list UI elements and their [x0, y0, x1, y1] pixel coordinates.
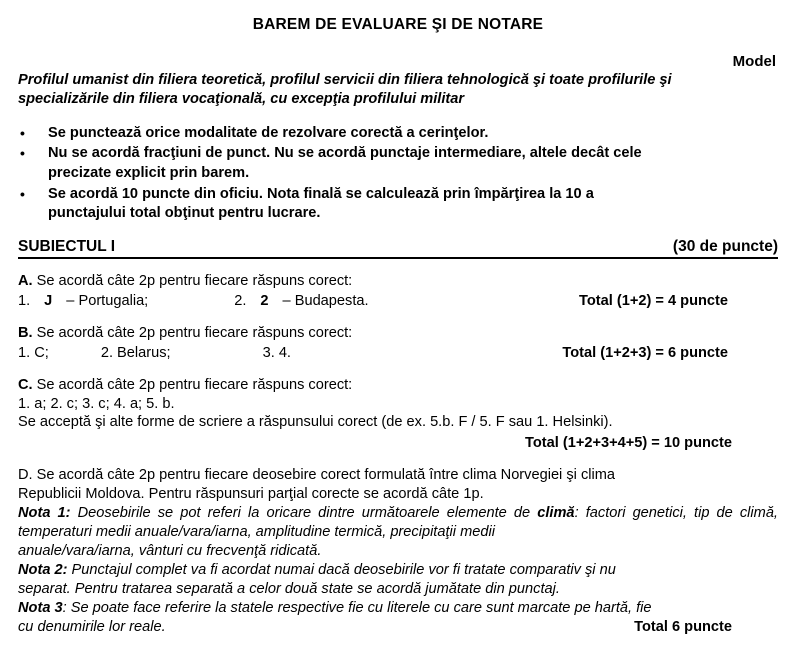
note-1-keyword: climă: [537, 505, 575, 522]
note-2-label: Nota 2:: [18, 562, 68, 579]
item-a-letter: A.: [18, 272, 33, 289]
item-a-answer1-key: J: [44, 292, 53, 309]
item-b-letter: B.: [18, 324, 33, 341]
rule-line-1: Se acordă 10 puncte din oficiu. Nota finală se calculează prin împărţirea la 10 a: [48, 185, 594, 202]
item-c-accept-note: Se acceptă şi alte forme de scriere a răspunsului corect (de ex. 5.b. F / 5. F sau 1. Helsinki).: [18, 414, 613, 431]
rule-line-2: precizate explicit prin barem.: [48, 165, 250, 182]
bullet-icon: •: [20, 185, 25, 202]
item-a-answers: [18, 292, 778, 311]
item-c-total: Total (1+2+3+4+5) = 10 puncte: [525, 435, 732, 452]
list-item: [18, 144, 778, 183]
note-1-part-1: Deosebirile se pot referi la oricare dintre următoarele elemente de: [77, 505, 538, 522]
item-d-note-2: [18, 561, 778, 599]
section-header: [18, 238, 778, 259]
subtitle-line-2: specializările din filiera vocaţională, cu excepţia profilului militar: [18, 90, 465, 107]
item-d-lead-line-2: Republicii Moldova. Pentru răspunsuri parţial corecte se acordă câte 1p.: [18, 486, 484, 503]
model-label: Model: [732, 53, 776, 70]
item-b: [18, 324, 778, 363]
item-d-lead-line-1: Se acordă câte 2p pentru fiecare deosebire corect formulată între clima Norvegiei şi clima: [36, 467, 616, 484]
section-title: SUBIECTUL I: [18, 237, 116, 255]
note-3-label: Nota 3: [18, 600, 63, 617]
subtitle-line-1: Profilul umanist din filiera teoretică, profilul servicii din filiera tehnologică şi toate profilurile şi: [18, 72, 672, 88]
document-title: BAREM DE EVALUARE ŞI DE NOTARE: [252, 16, 544, 33]
item-a-answer2-number: 2.: [234, 292, 247, 309]
section-points: (30 de puncte): [672, 237, 778, 255]
item-b-answer-group: [18, 344, 291, 363]
item-b-answer1: 1. C;: [18, 344, 49, 361]
item-c-lead: [18, 376, 778, 395]
rule-line-2: punctajului total obţinut pentru lucrare.: [48, 205, 321, 222]
grading-rules-list: [18, 124, 778, 224]
item-a-answer1-text: – Portugalia;: [66, 292, 149, 309]
rule-line-1: Se punctează orice modalitate de rezolvare corectă a cerinţelor.: [48, 124, 489, 141]
note-1-label: Nota 1:: [18, 505, 71, 522]
note-1-part-3: anuale/vara/iarna, vânturi cu frecvenţă ridicată.: [18, 543, 322, 560]
item-b-lead: [18, 324, 778, 343]
item-d-note-3: [18, 599, 778, 637]
item-a-total: Total (1+2) = 4 puncte: [579, 292, 728, 309]
item-d: [18, 466, 778, 637]
item-a-lead: [18, 272, 778, 291]
item-a: [18, 272, 778, 311]
item-d-note-1: [18, 504, 778, 561]
item-d-letter: D.: [18, 467, 33, 484]
item-b-answer2: 2. Belarus;: [100, 344, 171, 361]
bullet-icon: •: [20, 145, 25, 162]
item-a-answer2-key: 2: [260, 292, 269, 309]
item-c-lead-text: Se acordă câte 2p pentru fiecare răspuns corect:: [36, 376, 353, 393]
item-b-total: Total (1+2+3) = 6 puncte: [562, 344, 728, 361]
item-b-lead-text: Se acordă câte 2p pentru fiecare răspuns corect:: [36, 324, 353, 341]
note-3-text: : Se poate face referire la statele respective fie cu literele cu care sunt marcate pe hartă, fie: [62, 600, 652, 617]
list-item: [18, 124, 778, 144]
note-3-text-2: cu denumirile lor reale.: [18, 619, 166, 636]
item-a-answer-group: [18, 292, 369, 311]
item-c-letter: C.: [18, 376, 33, 393]
rule-line-1: Nu se acordă fracţiuni de punct. Nu se acordă punctaje intermediare, altele decât cele: [48, 145, 642, 162]
item-d-total: Total 6 puncte: [634, 619, 732, 636]
profile-subtitle: [18, 71, 778, 109]
note-1-part-2: : factori genetici, tip de climă, temperaturi medii anuale/vara/iarna, amplitudine termică, precipitaţii medii: [18, 505, 778, 541]
item-a-answer1-number: 1.: [18, 292, 31, 309]
item-b-answer3: 3. 4.: [262, 344, 291, 361]
item-a-answer2-text: – Budapesta.: [282, 292, 369, 309]
item-c-answers: [18, 395, 778, 414]
item-c: [18, 376, 778, 454]
item-d-lead: [18, 466, 778, 504]
item-b-answers: [18, 344, 778, 363]
list-item: [18, 185, 778, 224]
note-2-text: Punctajul complet va fi acordat numai dacă deosebirile vor fi tratate comparativ şi nu: [71, 562, 616, 579]
note-3-line-2: [18, 618, 778, 637]
item-c-answers-text: 1. a; 2. c; 3. c; 4. a; 5. b.: [18, 395, 175, 412]
note-2-text-2: separat. Pentru tratarea separată a celor două state se acordă jumătate din punctaj.: [18, 581, 560, 598]
item-a-lead-text: Se acordă câte 2p pentru fiecare răspuns corect:: [36, 272, 353, 289]
bullet-icon: •: [20, 124, 25, 141]
